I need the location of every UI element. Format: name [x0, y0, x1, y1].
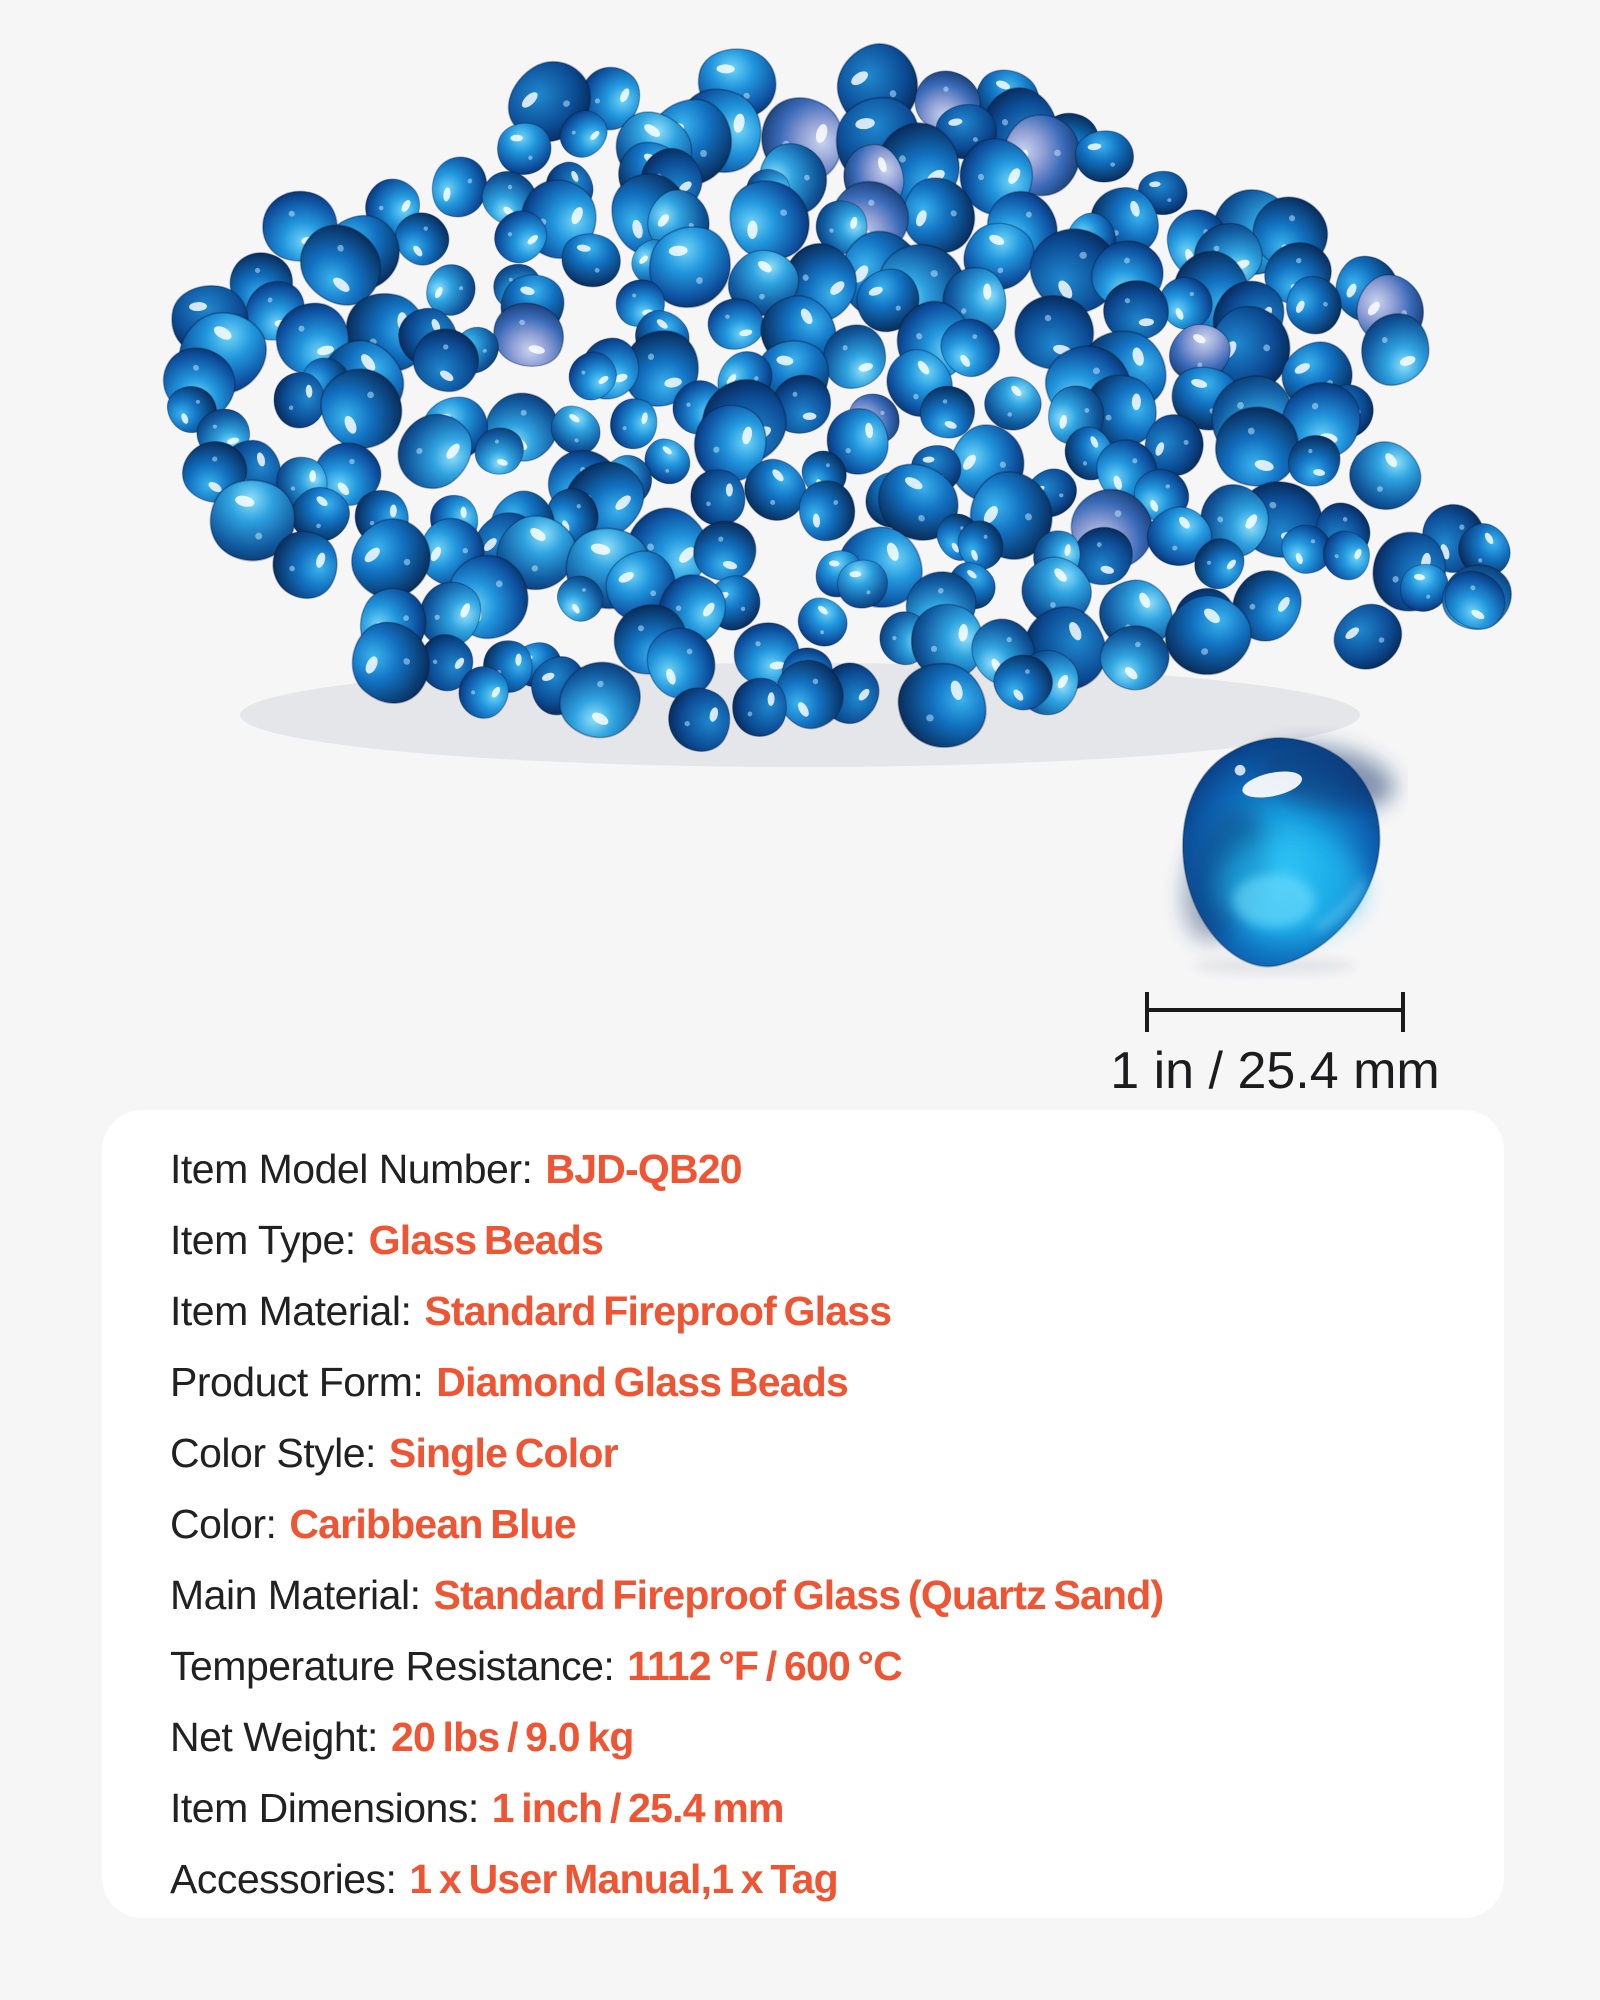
spec-row — [170, 1560, 1464, 1631]
spec-value: Standard Fireproof Glass — [424, 1288, 892, 1334]
spec-label: Accessories: — [170, 1856, 397, 1902]
spec-label: Product Form: — [170, 1359, 424, 1405]
spec-label: Item Type: — [170, 1217, 356, 1263]
spec-label: Temperature Resistance: — [170, 1643, 615, 1689]
spec-label: Main Material: — [170, 1572, 421, 1618]
spec-value: BJD-QB20 — [545, 1146, 742, 1192]
spec-label: Net Weight: — [170, 1714, 378, 1760]
spec-row — [170, 1276, 1464, 1347]
spec-row — [170, 1773, 1464, 1844]
spec-label: Item Material: — [170, 1288, 412, 1334]
spec-row — [170, 1134, 1464, 1205]
spec-label: Color Style: — [170, 1430, 376, 1476]
spec-row — [170, 1205, 1464, 1276]
scale-label: 1 in / 25.4 mm — [1110, 1042, 1440, 1100]
spec-label: Item Dimensions: — [170, 1785, 479, 1831]
spec-row — [170, 1418, 1464, 1489]
spec-value: 1 x User Manual,1 x Tag — [409, 1856, 838, 1902]
specs-card — [102, 1110, 1504, 1918]
spec-value: Single Color — [388, 1430, 618, 1476]
spec-row — [170, 1844, 1464, 1915]
spec-value: Caribbean Blue — [289, 1501, 576, 1547]
single-bead-photo — [1140, 725, 1408, 987]
scale-bracket-icon — [1145, 991, 1405, 1033]
spec-row — [170, 1702, 1464, 1773]
spec-value: Diamond Glass Beads — [436, 1359, 848, 1405]
spec-row — [170, 1631, 1464, 1702]
spec-label: Item Model Number: — [170, 1146, 533, 1192]
spec-value: 1112 °F / 600 °C — [627, 1643, 902, 1689]
spec-row — [170, 1489, 1464, 1560]
spec-value: 20 lbs / 9.0 kg — [390, 1714, 634, 1760]
spec-value: Standard Fireproof Glass (Quartz Sand) — [433, 1572, 1164, 1618]
spec-value: Glass Beads — [368, 1217, 604, 1263]
size-scale — [1110, 991, 1440, 1101]
spec-value: 1 inch / 25.4 mm — [491, 1785, 784, 1831]
spec-label: Color: — [170, 1501, 277, 1547]
spec-row — [170, 1347, 1464, 1418]
